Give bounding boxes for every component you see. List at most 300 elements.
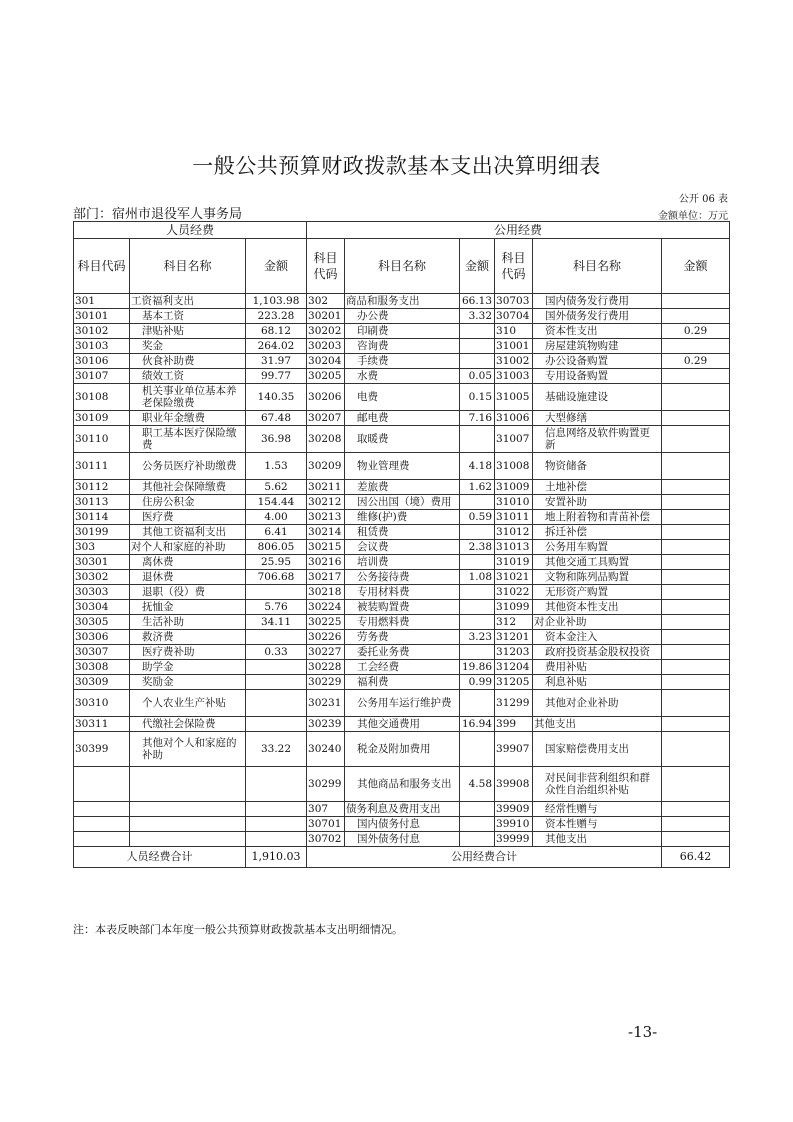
public-amount-cell: [460, 339, 495, 354]
public-capital-code-cell: 31013: [495, 540, 533, 555]
col-header-name: 科目名称: [345, 239, 460, 294]
personnel-code-cell: 30306: [74, 630, 130, 645]
public-name-cell: 公务接待费: [345, 570, 460, 585]
public-capital-amount-cell: [662, 480, 730, 495]
public-capital-code-cell: 31001: [495, 339, 533, 354]
personnel-code-cell: 30111: [74, 453, 130, 480]
public-code-cell: 30240: [307, 732, 345, 767]
personnel-amount-cell: 706.68: [246, 570, 307, 585]
personnel-name-cell: 其他工资福利支出: [130, 525, 246, 540]
table-row: [74, 600, 730, 615]
public-code-cell: 30224: [307, 600, 345, 615]
public-capital-name-cell: 文物和陈列品购置: [533, 570, 662, 585]
public-capital-code-cell: 39909: [495, 802, 533, 817]
public-capital-name-cell: 费用补贴: [533, 660, 662, 675]
table-row: [74, 802, 730, 817]
personnel-name-cell: 救济费: [130, 630, 246, 645]
personnel-code-cell: 30305: [74, 615, 130, 630]
personnel-amount-cell: 5.76: [246, 600, 307, 615]
public-amount-cell: 4.18: [460, 453, 495, 480]
table-row: [74, 615, 730, 630]
public-capital-code-cell: 31012: [495, 525, 533, 540]
public-amount-cell: [460, 732, 495, 767]
public-capital-amount-cell: [662, 495, 730, 510]
col-header-name: 科目名称: [533, 239, 662, 294]
personnel-code-cell: 30199: [74, 525, 130, 540]
personnel-code-cell: [74, 767, 130, 802]
personnel-amount-cell: [246, 630, 307, 645]
table-row: [74, 309, 730, 324]
personnel-amount-cell: 67.48: [246, 411, 307, 426]
table-row: [74, 411, 730, 426]
public-capital-name-cell: 土地补偿: [533, 480, 662, 495]
public-capital-amount-cell: [662, 426, 730, 453]
personnel-amount-cell: [246, 660, 307, 675]
public-capital-amount-cell: [662, 411, 730, 426]
personnel-name-cell: 助学金: [130, 660, 246, 675]
personnel-name-cell: 工资福利支出: [130, 294, 246, 309]
personnel-code-cell: 30103: [74, 339, 130, 354]
table-row: [74, 384, 730, 411]
public-amount-cell: [460, 645, 495, 660]
table-row: [74, 369, 730, 384]
public-name-cell: 商品和服务支出: [345, 294, 460, 309]
table-row: [74, 585, 730, 600]
public-amount-cell: 7.16: [460, 411, 495, 426]
public-capital-code-cell: 31006: [495, 411, 533, 426]
public-amount-cell: [460, 832, 495, 847]
personnel-name-cell: [130, 802, 246, 817]
public-capital-code-cell: 31010: [495, 495, 533, 510]
public-name-cell: 其他交通费用: [345, 717, 460, 732]
public-capital-name-cell: 利息补贴: [533, 675, 662, 690]
public-capital-amount-cell: [662, 675, 730, 690]
public-capital-amount-cell: 0.29: [662, 354, 730, 369]
personnel-amount-cell: 6.41: [246, 525, 307, 540]
code-header-line1: 科目: [313, 251, 338, 265]
code-header-line2: 代码: [501, 267, 526, 281]
personnel-amount-cell: 5.62: [246, 480, 307, 495]
personnel-amount-cell: [246, 832, 307, 847]
public-name-cell: 差旅费: [345, 480, 460, 495]
personnel-name-cell: 公务员医疗补助缴费: [130, 453, 246, 480]
personnel-name-cell: 代缴社会保险费: [130, 717, 246, 732]
public-capital-code-cell: 31009: [495, 480, 533, 495]
public-code-cell: 30217: [307, 570, 345, 585]
personnel-code-cell: 30109: [74, 411, 130, 426]
personnel-name-cell: 奖励金: [130, 675, 246, 690]
table-row: [74, 426, 730, 453]
personnel-amount-cell: 36.98: [246, 426, 307, 453]
personnel-expense-header: 人员经费: [74, 222, 307, 239]
public-capital-amount-cell: [662, 309, 730, 324]
col-header-code: 科目代码: [74, 239, 130, 294]
personnel-code-cell: [74, 817, 130, 832]
public-capital-code-cell: 31003: [495, 369, 533, 384]
public-capital-code-cell: 31011: [495, 510, 533, 525]
table-row: [74, 717, 730, 732]
personnel-amount-cell: 68.12: [246, 324, 307, 339]
public-capital-code-cell: 312: [495, 615, 533, 630]
table-row: [74, 690, 730, 717]
public-capital-code-cell: 31099: [495, 600, 533, 615]
public-capital-code-cell: 31201: [495, 630, 533, 645]
personnel-code-cell: 30311: [74, 717, 130, 732]
table-row: [74, 767, 730, 802]
table-body: [74, 294, 730, 847]
personnel-amount-cell: 806.05: [246, 540, 307, 555]
public-capital-name-cell: 安置补助: [533, 495, 662, 510]
public-capital-name-cell: 物资储备: [533, 453, 662, 480]
personnel-code-cell: 30303: [74, 585, 130, 600]
personnel-code-cell: 30102: [74, 324, 130, 339]
table-row: [74, 817, 730, 832]
personnel-name-cell: 奖金: [130, 339, 246, 354]
public-capital-amount-cell: [662, 369, 730, 384]
public-capital-code-cell: 39910: [495, 817, 533, 832]
public-amount-cell: [460, 600, 495, 615]
table-row: [74, 510, 730, 525]
personnel-name-cell: 医疗费: [130, 510, 246, 525]
public-capital-code-cell: 30704: [495, 309, 533, 324]
table-row: [74, 675, 730, 690]
public-capital-name-cell: 资本性赠与: [533, 817, 662, 832]
public-amount-cell: [460, 495, 495, 510]
public-code-cell: 30205: [307, 369, 345, 384]
form-number: 公开 06 表: [678, 194, 728, 205]
public-amount-cell: 0.15: [460, 384, 495, 411]
public-capital-amount-cell: [662, 645, 730, 660]
public-code-cell: 30239: [307, 717, 345, 732]
public-capital-name-cell: 大型修缮: [533, 411, 662, 426]
public-capital-amount-cell: [662, 732, 730, 767]
personnel-amount-cell: [246, 675, 307, 690]
expenditure-detail-table: [73, 221, 730, 868]
public-capital-code-cell: 31203: [495, 645, 533, 660]
personnel-name-cell: 退休费: [130, 570, 246, 585]
public-total-amount: 66.42: [662, 847, 730, 868]
table-row: [74, 480, 730, 495]
personnel-amount-cell: [246, 802, 307, 817]
public-capital-code-cell: 30703: [495, 294, 533, 309]
personnel-name-cell: 退职（役）费: [130, 585, 246, 600]
public-code-cell: 30201: [307, 309, 345, 324]
personnel-code-cell: 30101: [74, 309, 130, 324]
col-header-name: 科目名称: [130, 239, 246, 294]
public-capital-amount-cell: [662, 339, 730, 354]
col-header-amount: 金额: [460, 239, 495, 294]
public-capital-code-cell: 399: [495, 717, 533, 732]
code-header-line1: 科目: [501, 251, 526, 265]
personnel-code-cell: 30108: [74, 384, 130, 411]
col-header-code: [307, 239, 345, 294]
public-name-cell: 劳务费: [345, 630, 460, 645]
personnel-amount-cell: 0.33: [246, 645, 307, 660]
personnel-code-cell: 30399: [74, 732, 130, 767]
personnel-code-cell: [74, 802, 130, 817]
public-amount-cell: [460, 690, 495, 717]
public-total-label: 公用经费合计: [307, 847, 662, 868]
public-amount-cell: 3.32: [460, 309, 495, 324]
personnel-code-cell: 30113: [74, 495, 130, 510]
personnel-amount-cell: [246, 817, 307, 832]
public-code-cell: 30226: [307, 630, 345, 645]
personnel-name-cell: 机关事业单位基本养老保险缴费: [130, 384, 246, 411]
personnel-name-cell: 绩效工资: [130, 369, 246, 384]
public-code-cell: 307: [307, 802, 345, 817]
personnel-name-cell: 职业年金缴费: [130, 411, 246, 426]
public-capital-code-cell: 31205: [495, 675, 533, 690]
public-amount-cell: 0.99: [460, 675, 495, 690]
public-amount-cell: 0.59: [460, 510, 495, 525]
public-code-cell: 30202: [307, 324, 345, 339]
public-capital-amount-cell: [662, 525, 730, 540]
public-capital-amount-cell: [662, 585, 730, 600]
public-capital-name-cell: 资本金注入: [533, 630, 662, 645]
personnel-amount-cell: 223.28: [246, 309, 307, 324]
public-name-cell: 国外债务付息: [345, 832, 460, 847]
personnel-amount-cell: [246, 767, 307, 802]
public-code-cell: 30214: [307, 525, 345, 540]
public-capital-code-cell: 31299: [495, 690, 533, 717]
public-capital-amount-cell: [662, 600, 730, 615]
public-capital-amount-cell: [662, 802, 730, 817]
personnel-code-cell: 30301: [74, 555, 130, 570]
personnel-code-cell: 30302: [74, 570, 130, 585]
personnel-amount-cell: 154.44: [246, 495, 307, 510]
table-row: [74, 324, 730, 339]
public-amount-cell: 2.38: [460, 540, 495, 555]
public-capital-name-cell: 公务用车购置: [533, 540, 662, 555]
personnel-name-cell: 生活补助: [130, 615, 246, 630]
table-row: [74, 630, 730, 645]
personnel-name-cell: 其他对个人和家庭的补助: [130, 732, 246, 767]
public-name-cell: 税金及附加费用: [345, 732, 460, 767]
public-capital-amount-cell: [662, 832, 730, 847]
public-capital-name-cell: 其他交通工具购置: [533, 555, 662, 570]
personnel-code-cell: 30308: [74, 660, 130, 675]
public-code-cell: 30203: [307, 339, 345, 354]
personnel-name-cell: 其他社会保障缴费: [130, 480, 246, 495]
public-amount-cell: 16.94: [460, 717, 495, 732]
personnel-amount-cell: 31.97: [246, 354, 307, 369]
footnote: 注：本表反映部门本年度一般公共预算财政拨款基本支出明细情况。: [73, 923, 403, 936]
public-amount-cell: 0.05: [460, 369, 495, 384]
public-capital-code-cell: 31005: [495, 384, 533, 411]
public-capital-amount-cell: [662, 384, 730, 411]
public-capital-name-cell: 国家赔偿费用支出: [533, 732, 662, 767]
public-amount-cell: [460, 817, 495, 832]
public-name-cell: 印刷费: [345, 324, 460, 339]
public-code-cell: 30215: [307, 540, 345, 555]
table-row: [74, 495, 730, 510]
code-header-line2: 代码: [313, 267, 338, 281]
public-name-cell: 维修(护)费: [345, 510, 460, 525]
public-capital-name-cell: 房屋建筑物购建: [533, 339, 662, 354]
public-name-cell: 邮电费: [345, 411, 460, 426]
personnel-code-cell: [74, 832, 130, 847]
personnel-code-cell: 30106: [74, 354, 130, 369]
public-code-cell: 30218: [307, 585, 345, 600]
table-row: [74, 732, 730, 767]
amount-unit-label: 金额单位：万元: [658, 211, 728, 222]
table-row: [74, 339, 730, 354]
col-header-amount: 金额: [662, 239, 730, 294]
personnel-name-cell: 伙食补助费: [130, 354, 246, 369]
personnel-name-cell: 对个人和家庭的补助: [130, 540, 246, 555]
page-title: 一般公共预算财政拨款基本支出决算明细表: [192, 154, 601, 178]
table-row: [74, 540, 730, 555]
public-code-cell: 30213: [307, 510, 345, 525]
public-amount-cell: [460, 615, 495, 630]
public-code-cell: 30206: [307, 384, 345, 411]
public-code-cell: 30225: [307, 615, 345, 630]
personnel-amount-cell: 140.35: [246, 384, 307, 411]
personnel-name-cell: 个人农业生产补贴: [130, 690, 246, 717]
public-code-cell: 30204: [307, 354, 345, 369]
public-code-cell: 30227: [307, 645, 345, 660]
public-code-cell: 30209: [307, 453, 345, 480]
public-capital-amount-cell: [662, 453, 730, 480]
public-expense-header: 公用经费: [307, 222, 730, 239]
public-code-cell: 30207: [307, 411, 345, 426]
personnel-total-amount: 1,910.03: [246, 847, 307, 868]
personnel-amount-cell: 34.11: [246, 615, 307, 630]
public-amount-cell: 4.58: [460, 767, 495, 802]
public-capital-name-cell: 经常性赠与: [533, 802, 662, 817]
public-capital-code-cell: 31002: [495, 354, 533, 369]
public-code-cell: 30208: [307, 426, 345, 453]
public-capital-amount-cell: [662, 817, 730, 832]
table-row: [74, 354, 730, 369]
public-capital-code-cell: 39999: [495, 832, 533, 847]
public-name-cell: 取暖费: [345, 426, 460, 453]
public-name-cell: 国内债务付息: [345, 817, 460, 832]
public-capital-name-cell: 对企业补助: [533, 615, 662, 630]
public-code-cell: 30229: [307, 675, 345, 690]
public-code-cell: 30702: [307, 832, 345, 847]
public-name-cell: 因公出国（境）费用: [345, 495, 460, 510]
public-capital-amount-cell: [662, 294, 730, 309]
personnel-name-cell: 基本工资: [130, 309, 246, 324]
table-row: [74, 570, 730, 585]
public-name-cell: 公务用车运行维护费: [345, 690, 460, 717]
public-capital-name-cell: 对民间非营利组织和群众性自治组织补贴: [533, 767, 662, 802]
table-row: [74, 555, 730, 570]
public-capital-code-cell: 31008: [495, 453, 533, 480]
public-name-cell: 专用燃料费: [345, 615, 460, 630]
public-capital-amount-cell: [662, 767, 730, 802]
public-code-cell: 30299: [307, 767, 345, 802]
personnel-name-cell: 津贴补贴: [130, 324, 246, 339]
public-amount-cell: [460, 426, 495, 453]
public-amount-cell: 3.23: [460, 630, 495, 645]
personnel-amount-cell: 99.77: [246, 369, 307, 384]
public-capital-code-cell: 31021: [495, 570, 533, 585]
public-capital-name-cell: 办公设备购置: [533, 354, 662, 369]
table-row: [74, 294, 730, 309]
personnel-amount-cell: [246, 690, 307, 717]
public-code-cell: 30216: [307, 555, 345, 570]
public-name-cell: 工会经费: [345, 660, 460, 675]
public-capital-name-cell: 其他支出: [533, 717, 662, 732]
personnel-code-cell: 30107: [74, 369, 130, 384]
public-name-cell: 咨询费: [345, 339, 460, 354]
public-capital-name-cell: 拆迁补偿: [533, 525, 662, 540]
public-capital-name-cell: 其他支出: [533, 832, 662, 847]
public-amount-cell: [460, 324, 495, 339]
public-capital-amount-cell: 0.29: [662, 324, 730, 339]
personnel-code-cell: 30307: [74, 645, 130, 660]
public-name-cell: 办公费: [345, 309, 460, 324]
public-capital-name-cell: 其他对企业补助: [533, 690, 662, 717]
personnel-name-cell: 离休费: [130, 555, 246, 570]
public-capital-amount-cell: [662, 570, 730, 585]
public-capital-amount-cell: [662, 630, 730, 645]
public-name-cell: 债务利息及费用支出: [345, 802, 460, 817]
personnel-code-cell: 30310: [74, 690, 130, 717]
table-row: [74, 645, 730, 660]
public-code-cell: 30231: [307, 690, 345, 717]
personnel-amount-cell: 25.95: [246, 555, 307, 570]
personnel-name-cell: 抚恤金: [130, 600, 246, 615]
public-name-cell: 专用材料费: [345, 585, 460, 600]
public-capital-code-cell: 39907: [495, 732, 533, 767]
personnel-name-cell: [130, 817, 246, 832]
department-label: 部门：宿州市退役军人事务局: [73, 207, 243, 222]
col-header-amount: 金额: [246, 239, 307, 294]
public-capital-code-cell: 310: [495, 324, 533, 339]
personnel-amount-cell: 4.00: [246, 510, 307, 525]
public-capital-amount-cell: [662, 717, 730, 732]
public-capital-name-cell: 其他资本性支出: [533, 600, 662, 615]
col-header-code: [495, 239, 533, 294]
public-code-cell: 30211: [307, 480, 345, 495]
personnel-code-cell: 30114: [74, 510, 130, 525]
personnel-total-label: 人员经费合计: [74, 847, 246, 868]
public-code-cell: 302: [307, 294, 345, 309]
personnel-name-cell: 医疗费补助: [130, 645, 246, 660]
public-name-cell: 手续费: [345, 354, 460, 369]
public-name-cell: 福利费: [345, 675, 460, 690]
personnel-code-cell: 30110: [74, 426, 130, 453]
public-code-cell: 30228: [307, 660, 345, 675]
public-capital-amount-cell: [662, 690, 730, 717]
public-code-cell: 30212: [307, 495, 345, 510]
personnel-name-cell: 住房公积金: [130, 495, 246, 510]
personnel-code-cell: 30112: [74, 480, 130, 495]
public-name-cell: 会议费: [345, 540, 460, 555]
public-capital-name-cell: 资本性支出: [533, 324, 662, 339]
public-name-cell: 水费: [345, 369, 460, 384]
table-row: [74, 525, 730, 540]
public-capital-code-cell: 31204: [495, 660, 533, 675]
page-number: -13-: [628, 1023, 658, 1041]
personnel-amount-cell: 33.22: [246, 732, 307, 767]
personnel-amount-cell: 1.53: [246, 453, 307, 480]
table-row: [74, 660, 730, 675]
public-capital-amount-cell: [662, 510, 730, 525]
personnel-code-cell: 301: [74, 294, 130, 309]
public-capital-name-cell: 国外债务发行费用: [533, 309, 662, 324]
personnel-amount-cell: 1,103.98: [246, 294, 307, 309]
public-amount-cell: [460, 802, 495, 817]
public-amount-cell: 1.08: [460, 570, 495, 585]
public-amount-cell: 19.86: [460, 660, 495, 675]
public-capital-name-cell: 国内债务发行费用: [533, 294, 662, 309]
table-row: [74, 832, 730, 847]
personnel-name-cell: [130, 832, 246, 847]
